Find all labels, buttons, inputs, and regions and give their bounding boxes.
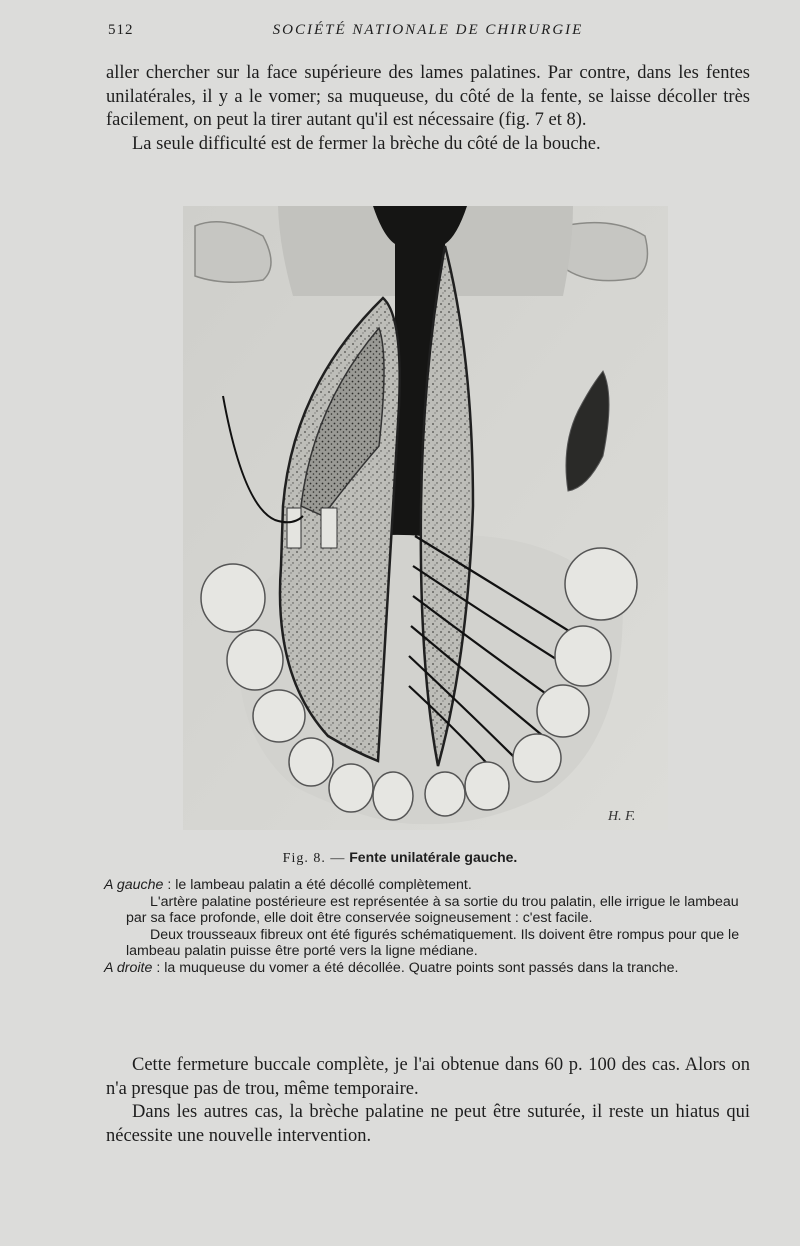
paragraph: aller chercher sur la face supérieure des lames palatines. Par contre, dans les fentes unilatérales, il y a le vomer; sa muqueuse, du côté de la fente, se laisse décoller très facilement, on peut la tirer autant qu'il est nécessaire (fig. 7 et 8). (106, 63, 750, 130)
illustrator-signature: H. F. (608, 809, 636, 824)
caption-left (104, 877, 750, 894)
fibrous-band (287, 508, 301, 548)
canine-left (289, 738, 333, 786)
running-title: SOCIÉTÉ NATIONALE DE CHIRURGIE (272, 22, 584, 38)
bottom-text-block (106, 1054, 750, 1148)
incisor-left (329, 764, 373, 812)
figure-number: Fig. 8. — (282, 851, 346, 866)
figure-title: Fente unilatérale gauche. (349, 849, 518, 865)
caption-right-text: : la muqueuse du vomer a été décollée. Quatre points sont passés dans la tranche. (156, 959, 679, 976)
incisor-right (425, 772, 465, 816)
premolar-left (253, 690, 305, 742)
page-number: 512 (108, 22, 134, 38)
figure-caption (104, 877, 750, 976)
molar-left (201, 564, 265, 632)
page-header (108, 22, 748, 44)
fibrous-band (321, 508, 337, 548)
incisor-right (465, 762, 509, 810)
incisor-left (373, 772, 413, 820)
caption-artery: L'artère palatine postérieure est représentée à sa sortie du trou palatin, elle irrigue le lambeau par sa face profonde, elle doit être conservée soigneusement : c'est facile. (126, 893, 739, 926)
paragraph: Dans les autres cas, la brèche palatine ne peut être suturée, il reste un hiatus qui nécessite une nouvelle intervention. (106, 1102, 750, 1146)
figure-caption-title (0, 849, 800, 867)
top-text-block (106, 62, 750, 156)
premolar-left (227, 630, 283, 690)
caption-fibers: Deux trousseaux fibreux ont été figurés schématiquement. Ils doivent être rompus pour que le lambeau palatin puisse être porté vers la ligne médiane. (126, 926, 740, 959)
premolar-right (537, 685, 589, 737)
caption-right-label: A droite (104, 959, 153, 976)
upper-tooth-right (563, 223, 647, 281)
caption-left-text: : le lambeau palatin a été décollé complètement. (167, 877, 472, 893)
palate-illustration (183, 206, 668, 830)
canine-right (513, 734, 561, 782)
molar-right (565, 548, 637, 620)
premolar-right (555, 626, 611, 686)
caption-left-label: A gauche (104, 877, 164, 893)
paragraph: Cette fermeture buccale complète, je l'ai obtenue dans 60 p. 100 des cas. Alors on n'a presque pas de trou, même temporaire. (106, 1055, 750, 1099)
paragraph: La seule difficulté est de fermer la brèche du côté de la bouche. (132, 133, 601, 154)
caption-right (104, 960, 750, 977)
